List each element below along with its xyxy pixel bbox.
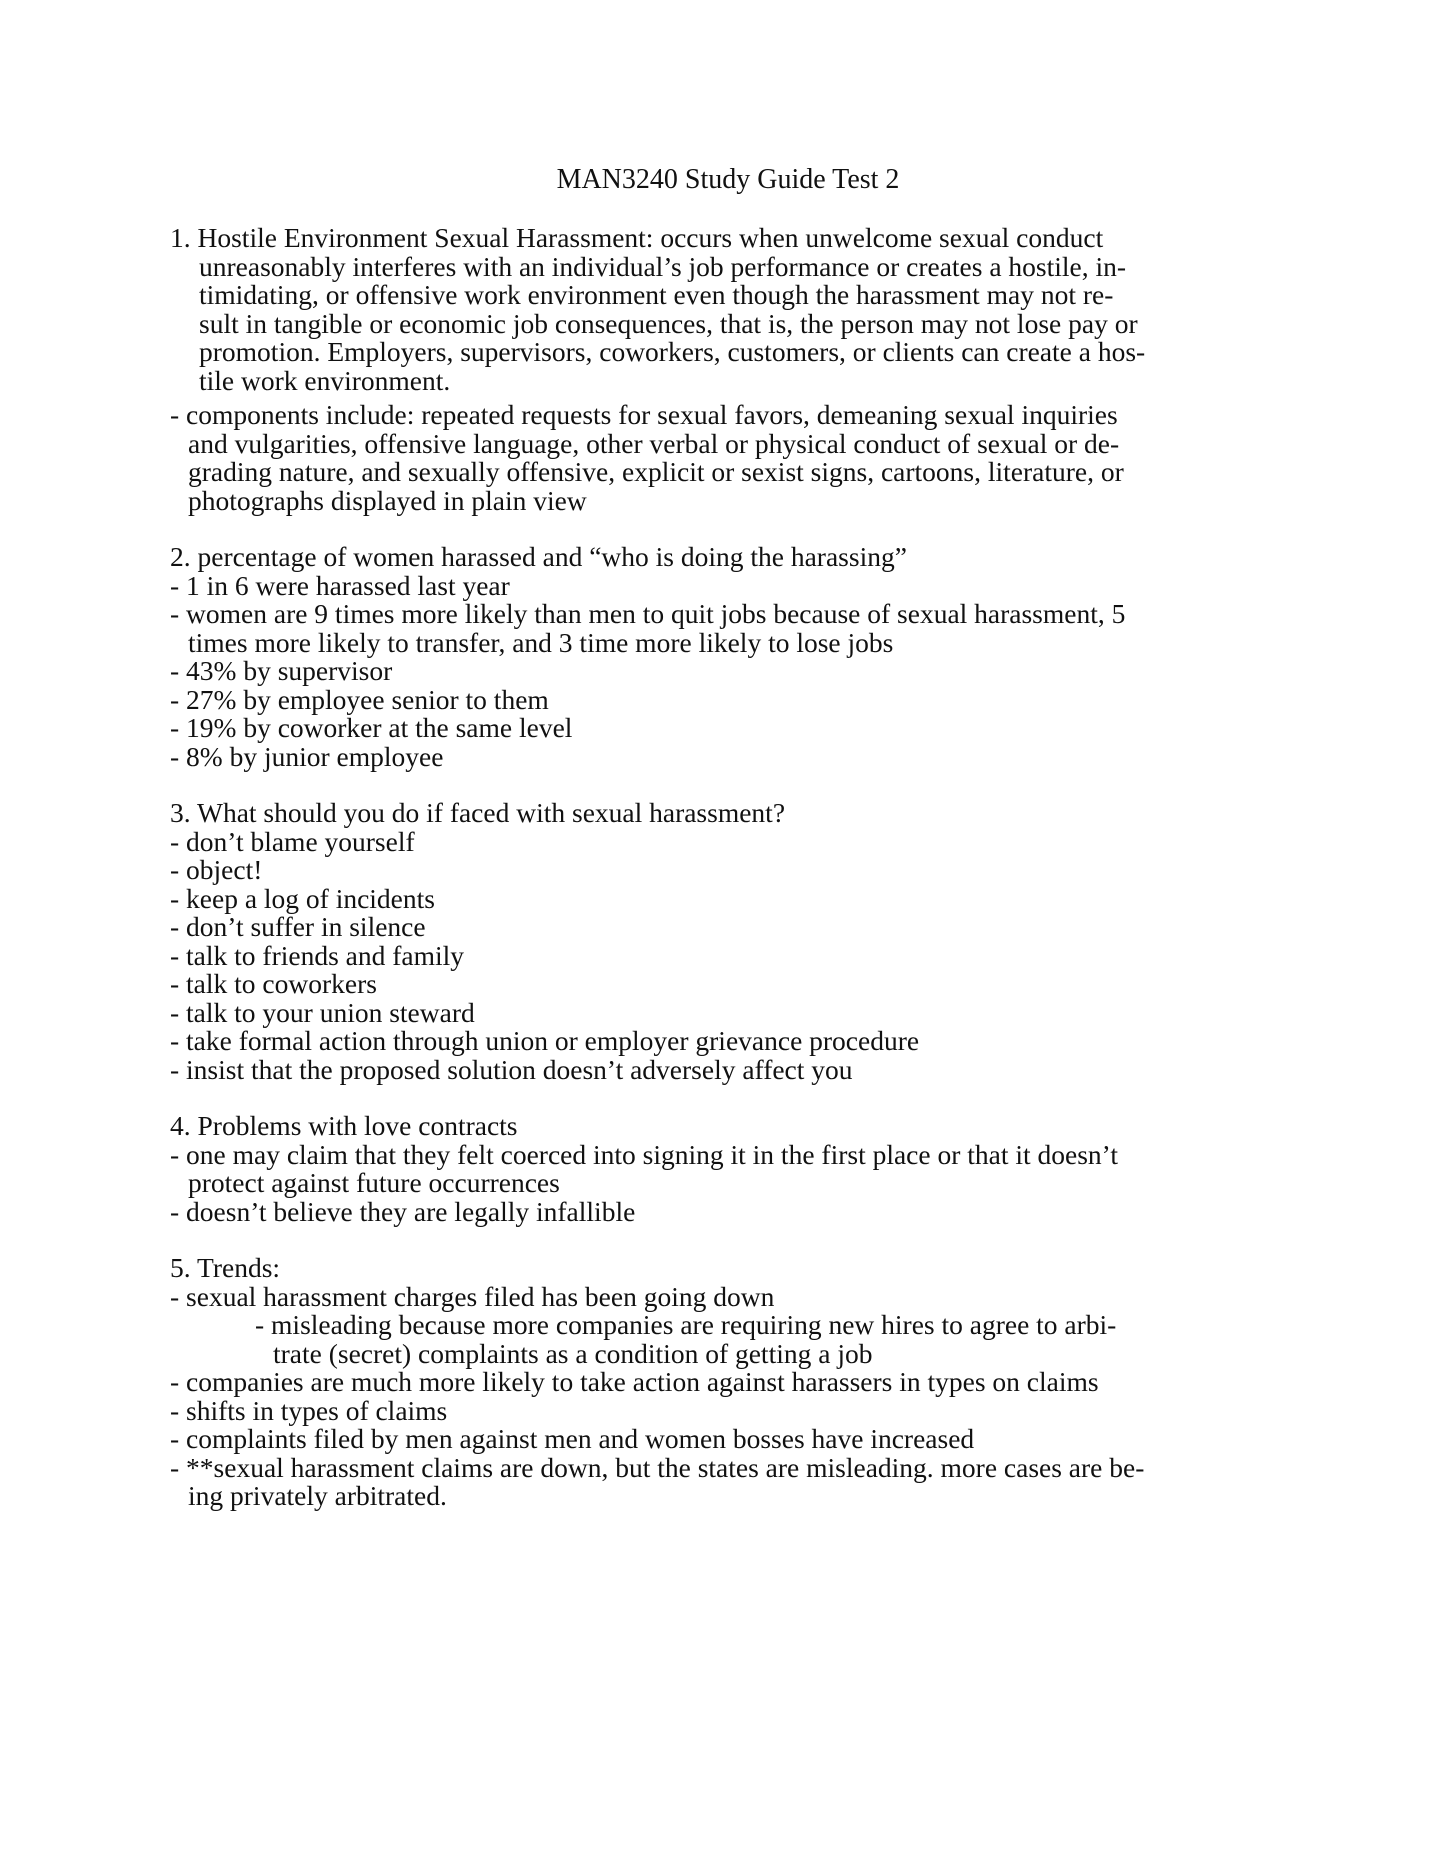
section-heading: 5. Trends: bbox=[170, 1252, 281, 1283]
list-item-continuation: ing privately arbitrated. bbox=[188, 1480, 447, 1511]
list-item: - one may claim that they felt coerced into signing it in the first place or that it doesn’t bbox=[170, 1138, 1118, 1170]
list-item: - object! bbox=[170, 854, 263, 885]
section-1-line: promotion. Employers, supervisors, coworkers, customers, or clients can create a hos- bbox=[199, 336, 1146, 367]
list-item: - complaints filed by men against men and women bosses have increased bbox=[170, 1423, 975, 1454]
section-1-line: timidating, or offensive work environment even though the harassment may not re- bbox=[199, 279, 1114, 310]
section-3 bbox=[170, 799, 1290, 1084]
list-item: - 1 in 6 were harassed last year bbox=[170, 569, 510, 601]
list-item-continuation: grading nature, and sexually offensive, explicit or sexist signs, cartoons, literature, or bbox=[188, 456, 1124, 487]
list-item: - insist that the proposed solution doesn’t adversely affect you bbox=[170, 1053, 853, 1085]
section-1-line: tile work environment. bbox=[199, 364, 451, 396]
list-item-continuation: and vulgarities, offensive language, other verbal or physical conduct of sexual or de- bbox=[188, 427, 1120, 459]
list-item: - talk to coworkers bbox=[170, 968, 377, 999]
list-item: - talk to your union steward bbox=[170, 996, 475, 1028]
section-1-components bbox=[170, 401, 1290, 515]
list-item: - don’t blame yourself bbox=[170, 825, 415, 857]
sub-list bbox=[255, 1311, 1290, 1368]
list-item: - don’t suffer in silence bbox=[170, 911, 426, 942]
section-heading: 4. Problems with love contracts bbox=[170, 1110, 518, 1141]
section-1-line: unreasonably interferes with an individual’s job performance or creates a hostile, in- bbox=[199, 250, 1127, 282]
list-item: - shifts in types of claims bbox=[170, 1394, 448, 1426]
section-1-definition bbox=[170, 224, 1290, 395]
list-item: - keep a log of incidents bbox=[170, 882, 435, 914]
section-heading: 3. What should you do if faced with sexual harassment? bbox=[170, 797, 786, 828]
list-item-continuation: times more likely to transfer, and 3 time more likely to lose jobs bbox=[188, 626, 894, 658]
list-item: - 8% by junior employee bbox=[170, 740, 444, 772]
list-item: - 43% by supervisor bbox=[170, 655, 393, 686]
document-body bbox=[170, 224, 1290, 1539]
section-5 bbox=[170, 1254, 1290, 1511]
section-1-line: sult in tangible or economic job consequences, that is, the person may not lose pay or bbox=[199, 307, 1138, 339]
list-item: - 19% by coworker at the same level bbox=[170, 712, 573, 743]
sub-list-item-continuation: trate (secret) complaints as a condition of getting a job bbox=[273, 1337, 873, 1369]
list-item-continuation: protect against future occurrences bbox=[188, 1167, 560, 1198]
list-item: - talk to friends and family bbox=[170, 939, 465, 971]
section-heading: 2. percentage of women harassed and “who is doing the harassing” bbox=[170, 541, 907, 572]
section-1 bbox=[170, 224, 1290, 515]
list-item: - doesn’t believe they are legally infallible bbox=[170, 1195, 636, 1227]
sub-list-item: - misleading because more companies are requiring new hires to agree to arbi- bbox=[255, 1309, 1117, 1340]
list-item-continuation: photographs displayed in plain view bbox=[188, 484, 587, 516]
page-title: MAN3240 Study Guide Test 2 bbox=[556, 164, 900, 195]
list-item: - take formal action through union or employer grievance procedure bbox=[170, 1025, 920, 1056]
section-1-line: 1. Hostile Environment Sexual Harassment: occurs when unwelcome sexual conduct bbox=[170, 222, 1104, 253]
list-item: - sexual harassment charges filed has been going down bbox=[170, 1280, 775, 1312]
section-2 bbox=[170, 543, 1290, 771]
list-item: - companies are much more likely to take action against harassers in types on claims bbox=[170, 1366, 1099, 1397]
list-item: - **sexual harassment claims are down, but the states are misleading. more cases are be- bbox=[170, 1451, 1145, 1483]
section-4 bbox=[170, 1112, 1290, 1226]
list-item: - components include: repeated requests for sexual favors, demeaning sexual inquiries bbox=[170, 399, 1118, 430]
list-item: - women are 9 times more likely than men to quit jobs because of sexual harassment, 5 bbox=[170, 598, 1126, 629]
list-item: - 27% by employee senior to them bbox=[170, 683, 549, 715]
